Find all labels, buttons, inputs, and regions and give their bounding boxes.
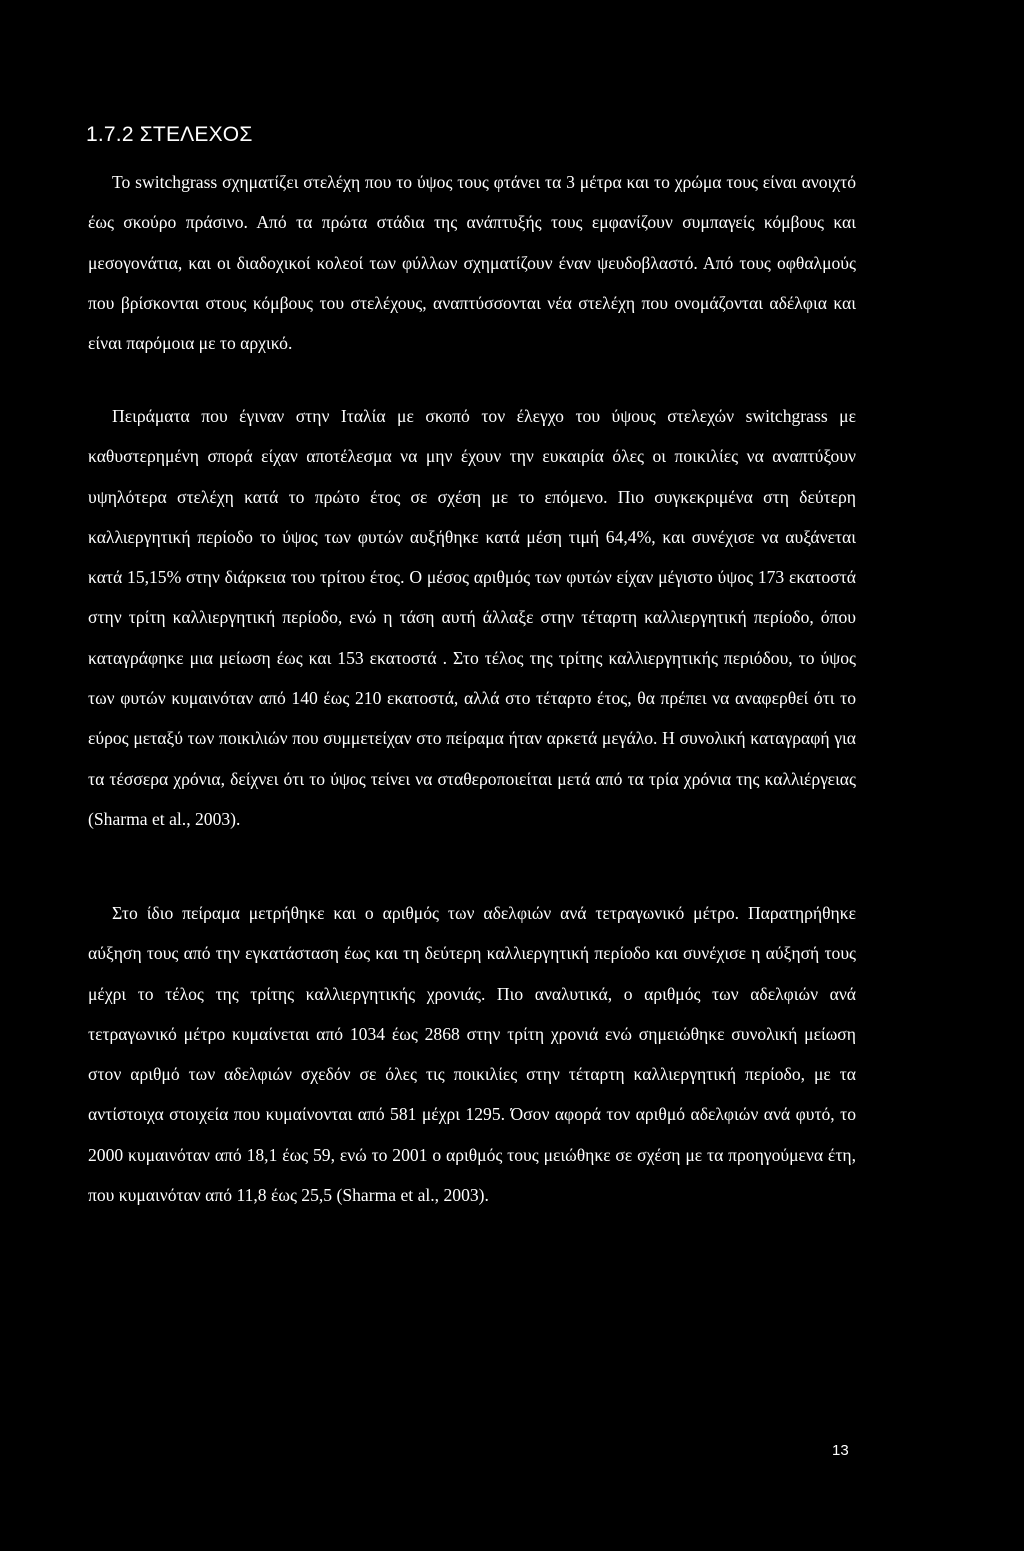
paragraph-block-1 (88, 162, 856, 363)
paragraph-tiller-counts: Στο ίδιο πείραμα μετρήθηκε και ο αριθμός των αδελφιών ανά τετραγωνικό μέτρο. Παρατηρήθηκε αύξηση τους από την εγκατάσταση έως και τη δεύτερη καλλιεργητική περίοδο και συνέχισε η αύξησή τους μέχρι το τέλος της τρίτης καλλιεργητικής χρονιάς. Πιο αναλυτικά, ο αριθμός των αδελφιών ανά τετραγωνικό μέτρο κυμαίνεται από 1034 έως 2868 στην τρίτη χρονιά ενώ σημειώθηκε συνολική μείωση στον αριθμό των αδελφιών σχεδόν σε όλες τις ποικιλίες στην τέταρτη καλλιεργητική περίοδο, με τα αντίστοιχα στοιχεία που κυμαίνονται από 581 μέχρι 1295. Όσον αφορά τον αριθμό αδελφιών ανά φυτό, το 2000 κυμαινόταν από 18,1 έως 59, ενώ το 2001 ο αριθμός τους μειώθηκε σε σχέση με τα προηγούμενα έτη, που κυμαινόταν από 11,8 έως 25,5 (Sharma et al., 2003). (88, 903, 856, 1206)
page-number: 13 (832, 1442, 849, 1459)
paragraph-height-experiments: Πειράματα που έγιναν στην Ιταλία με σκοπό τον έλεγχο του ύψους στελεχών switchgrass με καθυστερημένη σπορά είχαν αποτέλεσμα να μην έχουν την ευκαιρία όλες οι ποικιλίες να αναπτύξουν υψηλότερα στελέχη κατά το πρώτο έτος σε σχέση με το επόμενο. Πιο συγκεκριμένα στη δεύτερη καλλιεργητική περίοδο το ύψος των φυτών αυξήθηκε κατά μέση τιμή 64,4%, και συνέχισε να αυξάνεται κατά 15,15% στην διάρκεια του τρίτου έτος. Ο μέσος αριθμός των φυτών είχαν μέγιστο ύψος 173 εκατοστά στην τρίτη καλλιεργητική περίοδο, ενώ η τάση αυτή άλλαξε στην τέταρτη καλλιεργητική περίοδο, όπου καταγράφηκε μια μείωση έως και 153 εκατοστά . Στο τέλος της τρίτης καλλιεργητικής περιόδου, το ύψος των φυτών κυμαινόταν από 140 έως 210 εκατοστά, αλλά στο τέταρτο έτος, θα πρέπει να αναφερθεί ότι το εύρος μεταξύ των ποικιλιών που συμμετείχαν στο πείραμα ήταν αρκετά μεγάλο. Η συνολική καταγραφή για τα τέσσερα χρόνια, δείχνει ότι το ύψος τείνει να σταθεροποιείται μετά από τα τρία χρόνια της καλλιέργειας (Sharma et al., 2003). (88, 406, 856, 829)
paragraph-stem-description: Το switchgrass σχηματίζει στελέχη που το ύψος τους φτάνει τα 3 μέτρα και το χρώμα τους είναι ανοιχτό έως σκούρο πράσινο. Από τα πρώτα στάδια της ανάπτυξής τους εμφανίζουν συμπαγείς κόμβους και μεσογονάτια, και οι διαδοχικοί κολεοί των φύλλων σχηματίζουν έναν ψευδοβλαστό. Από τους οφθαλμούς που βρίσκονται στους κόμβους του στελέχους, αναπτύσσονται νέα στελέχη που ονομάζονται αδέλφια και είναι παρόμοια με το αρχικό. (88, 172, 856, 354)
paragraph-block-2 (88, 396, 856, 839)
paragraph-block-3 (88, 893, 856, 1215)
section-heading: 1.7.2 ΣΤΕΛΕΧΟΣ (86, 123, 253, 146)
